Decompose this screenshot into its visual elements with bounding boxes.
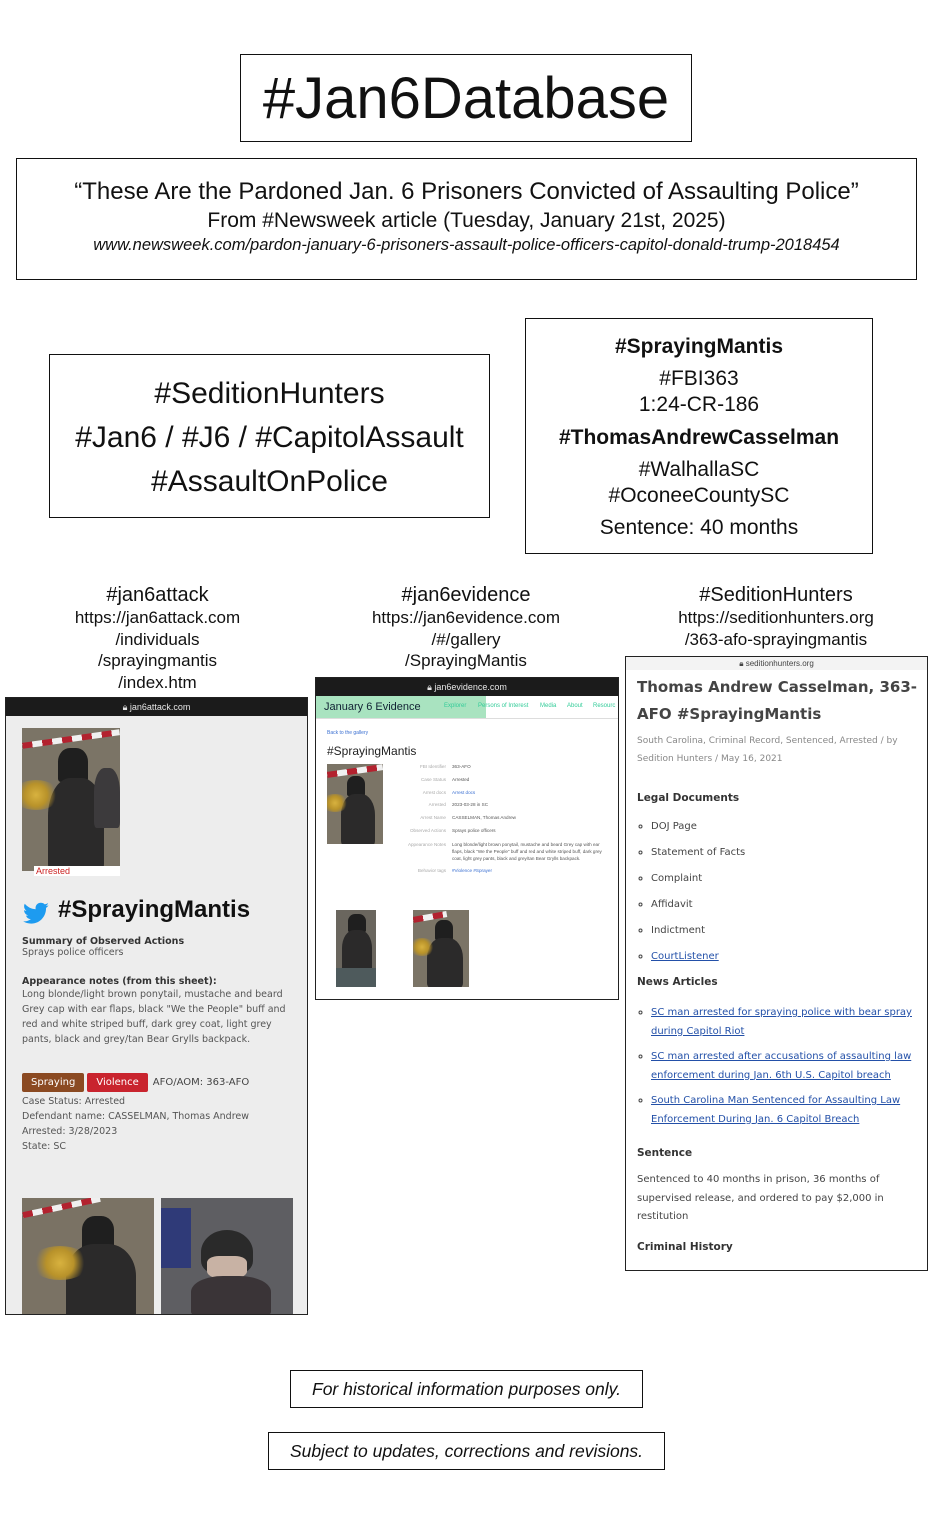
back-link[interactable]: Back to the gallery — [327, 730, 369, 736]
column-label-seditionhunters — [650, 583, 902, 650]
gallery-photo[interactable] — [22, 1198, 154, 1315]
site-navbar — [316, 696, 618, 719]
post-title — [637, 674, 917, 728]
tags-row — [22, 1073, 297, 1092]
notes-label: Appearance notes (from this sheet): — [22, 976, 217, 987]
field-key: Arrested — [428, 802, 446, 808]
news-link-line[interactable]: South Carolina Man Sentenced for Assaulting Law — [651, 1095, 901, 1106]
column-label-jan6evidence — [346, 583, 586, 672]
lock-icon: 🔒︎ — [739, 659, 744, 668]
sentence-line: Sentenced to 40 months in prison, 36 months of — [637, 1174, 880, 1185]
field-key: Behavior tags — [417, 867, 446, 873]
jan6attack-screenshot — [5, 697, 308, 1315]
site-brand[interactable]: January 6 Evidence — [316, 696, 486, 718]
nav-about[interactable]: About — [567, 703, 583, 709]
courtlistener-link[interactable]: CourtListener — [651, 951, 719, 962]
column-url-line: /sprayingmantis — [97, 651, 218, 670]
nav-resources[interactable]: Resourc — [593, 703, 616, 709]
seditionhunters-screenshot — [625, 656, 928, 1271]
arrested-date: Arrested: 3/28/2023 — [22, 1126, 118, 1137]
field-value: CASSELMAN, Thomas Andrew — [452, 815, 516, 821]
column-tag: #jan6attack — [106, 584, 209, 606]
field-key: Observed Actions — [409, 827, 446, 833]
news-link-line[interactable]: enforcement during Jan. 6th U.S. Capitol breach — [651, 1069, 891, 1081]
hashtag-box — [49, 354, 490, 518]
nav-persons-of-interest[interactable]: Persons of Interest — [478, 703, 529, 709]
news-link-line[interactable]: Enforcement During Jan. 6 Capitol Breach — [651, 1113, 860, 1125]
case-town: #WalhallaSC — [638, 458, 760, 481]
evidence-fields — [316, 761, 619, 878]
column-label-jan6attack — [40, 583, 275, 693]
updates-notice-box — [268, 1432, 665, 1470]
post-meta — [637, 732, 917, 768]
lock-icon: 🔒︎ — [122, 702, 128, 712]
article-box — [16, 158, 917, 280]
profile-details — [22, 936, 297, 1154]
field-key: Appearance Notes — [407, 841, 446, 847]
updates-notice-text: Subject to updates, corrections and revisions. — [289, 1441, 644, 1461]
sentence-line: supervised release, and ordered to pay $2,000 in — [637, 1192, 884, 1204]
field-value: Sprays police officers — [452, 827, 496, 833]
field-key: FBI Identifier — [419, 764, 446, 769]
field-key: Arrest Name — [420, 815, 446, 821]
news-article-link[interactable] — [651, 1095, 900, 1125]
sentence-heading: Sentence — [637, 1147, 693, 1159]
case-sentence: Sentence: 40 months — [599, 516, 799, 539]
hashtag-line-2: #Jan6 / #J6 / #CapitolAssault — [75, 421, 464, 454]
hashtag-line-3: #AssaultOnPolice — [151, 465, 388, 498]
article-url: www.newsweek.com/pardon-january-6-prisoners-assault-police-officers-capitol-donald-trump-2018454 — [93, 236, 840, 254]
column-url-line: /#/gallery — [431, 629, 501, 649]
column-url-line: /363-afo-sprayingmantis — [684, 629, 868, 649]
sentence-line: restitution — [637, 1211, 689, 1222]
arrest-docs-link[interactable]: Arrest docs — [452, 789, 476, 795]
case-docket: 1:24-CR-186 — [638, 393, 760, 416]
post-meta-line: South Carolina, Criminal Record, Sentenced, Arrested / by — [637, 736, 898, 746]
news-article-link[interactable] — [651, 1007, 912, 1037]
twitter-bird-icon — [22, 902, 50, 926]
suspect-photo — [22, 728, 120, 871]
case-handle: #SprayingMantis — [614, 335, 784, 358]
browser-url-bar — [6, 698, 307, 716]
notes-text: Long blonde/light brown ponytail, mustache and beard Grey cap with ear flaps, black "We the People" buff and red and white striped buff, dark grey coat, light grey pants, black and grey/tan Bear Grylls backpack. — [22, 989, 286, 1045]
jan6evidence-screenshot — [315, 677, 619, 1000]
disclaimer-box — [290, 1370, 643, 1408]
case-box — [525, 318, 873, 554]
summary-text: Sprays police officers — [22, 947, 124, 958]
column-url-line: https://jan6evidence.com — [371, 608, 561, 627]
news-link-line[interactable]: during Capitol Riot — [651, 1025, 745, 1037]
article-source: From #Newsweek article (Tuesday, January 21st, 2025) — [207, 209, 726, 232]
post-title-line: Thomas Andrew Casselman, 363- — [637, 678, 917, 696]
profile-heading: #SprayingMantis — [58, 896, 251, 923]
heading-row — [22, 896, 307, 928]
defendant-name: Defendant name: CASSELMAN, Thomas Andrew — [22, 1111, 250, 1122]
column-url-line: https://seditionhunters.org — [678, 608, 874, 627]
evidence-heading: #SprayingMantis — [327, 744, 417, 758]
criminal-history-heading: Criminal History — [637, 1240, 733, 1253]
legal-doc-item: ◦ Affidavit — [651, 892, 917, 918]
news-articles-list — [637, 1004, 917, 1129]
news-link-line[interactable]: SC man arrested after accusations of assaulting law — [651, 1051, 912, 1062]
sentence-text — [637, 1171, 917, 1227]
column-tag: #SeditionHunters — [699, 584, 853, 606]
news-article-link[interactable] — [651, 1051, 911, 1081]
title-box — [240, 54, 692, 142]
page-title: #Jan6Database — [262, 66, 670, 131]
field-value: Arrested — [452, 776, 470, 782]
column-url-line: /SprayingMantis — [405, 651, 527, 670]
legal-doc-item: ◦ Complaint — [651, 866, 917, 892]
nav-explorer[interactable]: Explorer — [444, 703, 467, 709]
field-value: 363-AFO — [452, 764, 471, 769]
field-key: Arrest docs — [422, 789, 446, 795]
afo-label: AFO/AOM: 363-AFO — [152, 1077, 250, 1088]
post-meta-line: Sedition Hunters / May 16, 2021 — [637, 754, 783, 764]
state: State: SC — [22, 1141, 67, 1152]
case-name: #ThomasAndrewCasselman — [558, 426, 840, 449]
url-text: jan6evidence.com — [434, 682, 507, 692]
field-value: Long blonde/light brown ponytail, mustache and beard Grey cap with ear flaps, black "We the People" buff and red and white striped buff, dark grey coat, light grey pants, black and grey/tan Bear Grylls backpack. — [452, 841, 602, 861]
legal-doc-item: ◦ DOJ Page — [651, 814, 917, 840]
news-link-line[interactable]: SC man arrested for spraying police with bear spray — [651, 1007, 912, 1018]
browser-url-bar — [316, 678, 618, 696]
field-value: 2023-03-28 in SC — [452, 802, 489, 808]
arrested-label: Arrested — [34, 866, 120, 876]
tag-violence[interactable]: Violence — [87, 1073, 147, 1092]
url-text: seditionhunters.org — [745, 659, 814, 668]
case-county: #OconeeCountySC — [608, 484, 790, 507]
article-headline: “These Are the Pardoned Jan. 6 Prisoners Convicted of Assaulting Police” — [74, 178, 859, 205]
lock-icon: 🔒︎ — [427, 682, 432, 692]
legal-doc-item: ◦ Statement of Facts — [651, 840, 917, 866]
column-url-line: /individuals — [115, 629, 200, 649]
hashtag-line-1: #SeditionHunters — [154, 377, 385, 410]
summary-label: Summary of Observed Actions — [22, 936, 185, 947]
browser-url-bar — [626, 657, 927, 670]
nav-media[interactable]: Media — [540, 703, 557, 709]
legal-documents-heading: Legal Documents — [637, 792, 740, 804]
tag-spraying[interactable]: Spraying — [22, 1073, 84, 1092]
gallery-photo[interactable] — [161, 1198, 293, 1315]
column-tag: #jan6evidence — [401, 584, 531, 606]
evidence-thumbnail[interactable] — [336, 910, 376, 987]
news-articles-heading: News Articles — [637, 976, 718, 988]
behavior-tags-link[interactable]: #Violence #Sprayer — [452, 867, 493, 873]
field-key: Case Status — [420, 776, 446, 782]
case-fbi-id: #FBI363 — [659, 367, 739, 390]
legal-documents-list — [637, 814, 917, 970]
post-title-line: AFO #SprayingMantis — [637, 705, 822, 723]
column-url-line: https://jan6attack.com — [74, 608, 241, 627]
case-status: Case Status: Arrested — [22, 1096, 126, 1107]
disclaimer-text: For historical information purposes only. — [312, 1379, 621, 1399]
legal-doc-item: ◦ Indictment — [651, 918, 917, 944]
column-url-line: /index.htm — [118, 672, 197, 692]
url-text: jan6attack.com — [129, 702, 191, 712]
evidence-thumbnail[interactable] — [413, 910, 469, 987]
